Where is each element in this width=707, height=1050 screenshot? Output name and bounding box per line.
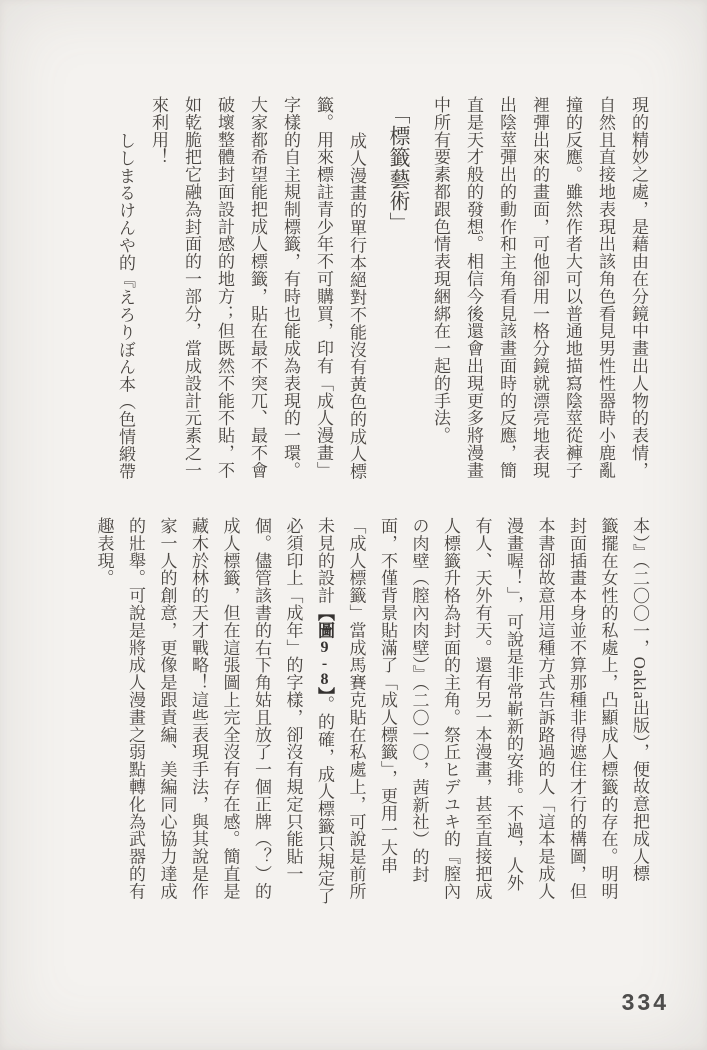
text-block-top (109, 96, 655, 498)
text-column: 面，不僅背景貼滿了「成人標籤」，更用一大串 (378, 517, 397, 874)
text-block-bottom (88, 517, 655, 931)
figure-ref-close-bracket: 】 (315, 686, 334, 696)
text-column: 如乾脆把它融為封面的一部分，當成設計元素之一 (182, 96, 201, 479)
text-column: 破壞整體封面設計感的地方；但既然不能不貼，不 (215, 96, 234, 479)
text-column: 有人、天外有天。還有另一本漫畫，甚至直接把成 (472, 517, 492, 900)
text-column: 字樣的自主規制標籤，有時也能成為表現的一環。 (281, 96, 300, 479)
text-column: 趣表現。 (94, 517, 114, 587)
figure-column-post-text: 。的確，成人標籤只規定了 (315, 695, 334, 905)
text-column: 籤。用來標註青少年不可購買，印有「成人漫畫」 (314, 96, 333, 479)
text-column: 「成人標籤」當成馬賽克貼在私處上，可說是前所 (346, 517, 366, 900)
text-column: ししまるけんや的『えろりぼん本（色情緞帶 (116, 132, 135, 480)
text-column: 自然且直接地表現出該角色看見男性性器時小鹿亂 (596, 96, 615, 479)
figure-ref-number: 9-8 (316, 638, 333, 687)
text-column: 撞的反應。雖然作者大可以普通地描寫陰莖從褲子 (563, 96, 582, 479)
text-column: 本書卻故意用這種方式告訴路過的人「這本是成人 (535, 517, 555, 900)
text-column: 的壯舉。可說是將成人漫畫之弱點轉化為武器的有 (126, 517, 145, 900)
text-column: 家一人的創意，更像是跟責編、美編同心協力達成 (157, 517, 177, 900)
text-column: 漫畫喔！」，可說是非常嶄新的安排。不過，人外 (504, 517, 523, 892)
text-column: 藏木於林的天才戰略！這些表現手法，與其說是作 (189, 517, 208, 900)
figure-reference (315, 604, 334, 696)
text-column: 中所有要素都跟色情表現綑綁在一起的手法。 (431, 96, 450, 444)
text-column: 出陰莖彈出的動作和主角看見該畫面時的反應，簡 (497, 96, 516, 479)
text-column: 個。儘管該書的右下角姑且放了一個正牌（？）的 (252, 517, 271, 900)
text-column: 籤擺在女性的私處上，凸顯成人標籤的存在。明明 (598, 517, 618, 900)
figure-column-pre-text: 未見的設計 (315, 517, 334, 604)
text-column: 直是天才般的發想。相信今後還會出現更多將漫畫 (464, 96, 483, 479)
text-column: 封面插畫本身並不算那種非得遮住才行的構圖，但 (567, 517, 586, 900)
text-column: 現的精妙之處，是藉由在分鏡中畫出人物的表情， (629, 96, 648, 479)
text-column: 人標籤升格為封面的主角。祭丘ヒデユキ的『膣內 (441, 517, 460, 900)
figure-ref-open-bracket: 【圖 (315, 604, 334, 639)
text-column: 裡彈出來的畫面，可他卻用一格分鏡就漂亮地表現 (530, 96, 549, 479)
text-column: 成人標籤，但在這張圖上完全沒有存在感。簡直是 (220, 517, 240, 900)
text-column: 本）』（二〇〇一，Oakla出版），便故意把成人標 (630, 517, 649, 883)
section-heading: 「標籤藝術」 (387, 103, 411, 234)
text-column-with-figure-ref (309, 517, 341, 931)
text-column: の肉壁（膣內肉壁）』（二〇一〇，茜新社）的封 (409, 517, 429, 883)
text-column: 大家都希望能把成人標籤，貼在最不突兀、最不會 (248, 96, 267, 479)
text-column: 來利用！ (149, 96, 168, 166)
page-number: 334 (621, 989, 669, 1015)
text-column: 成人漫畫的單行本絕對不能沒有黃色的成人標 (347, 132, 366, 480)
text-column: 必須印上「成年」的字樣，卻沒有規定只能貼一 (283, 517, 303, 883)
